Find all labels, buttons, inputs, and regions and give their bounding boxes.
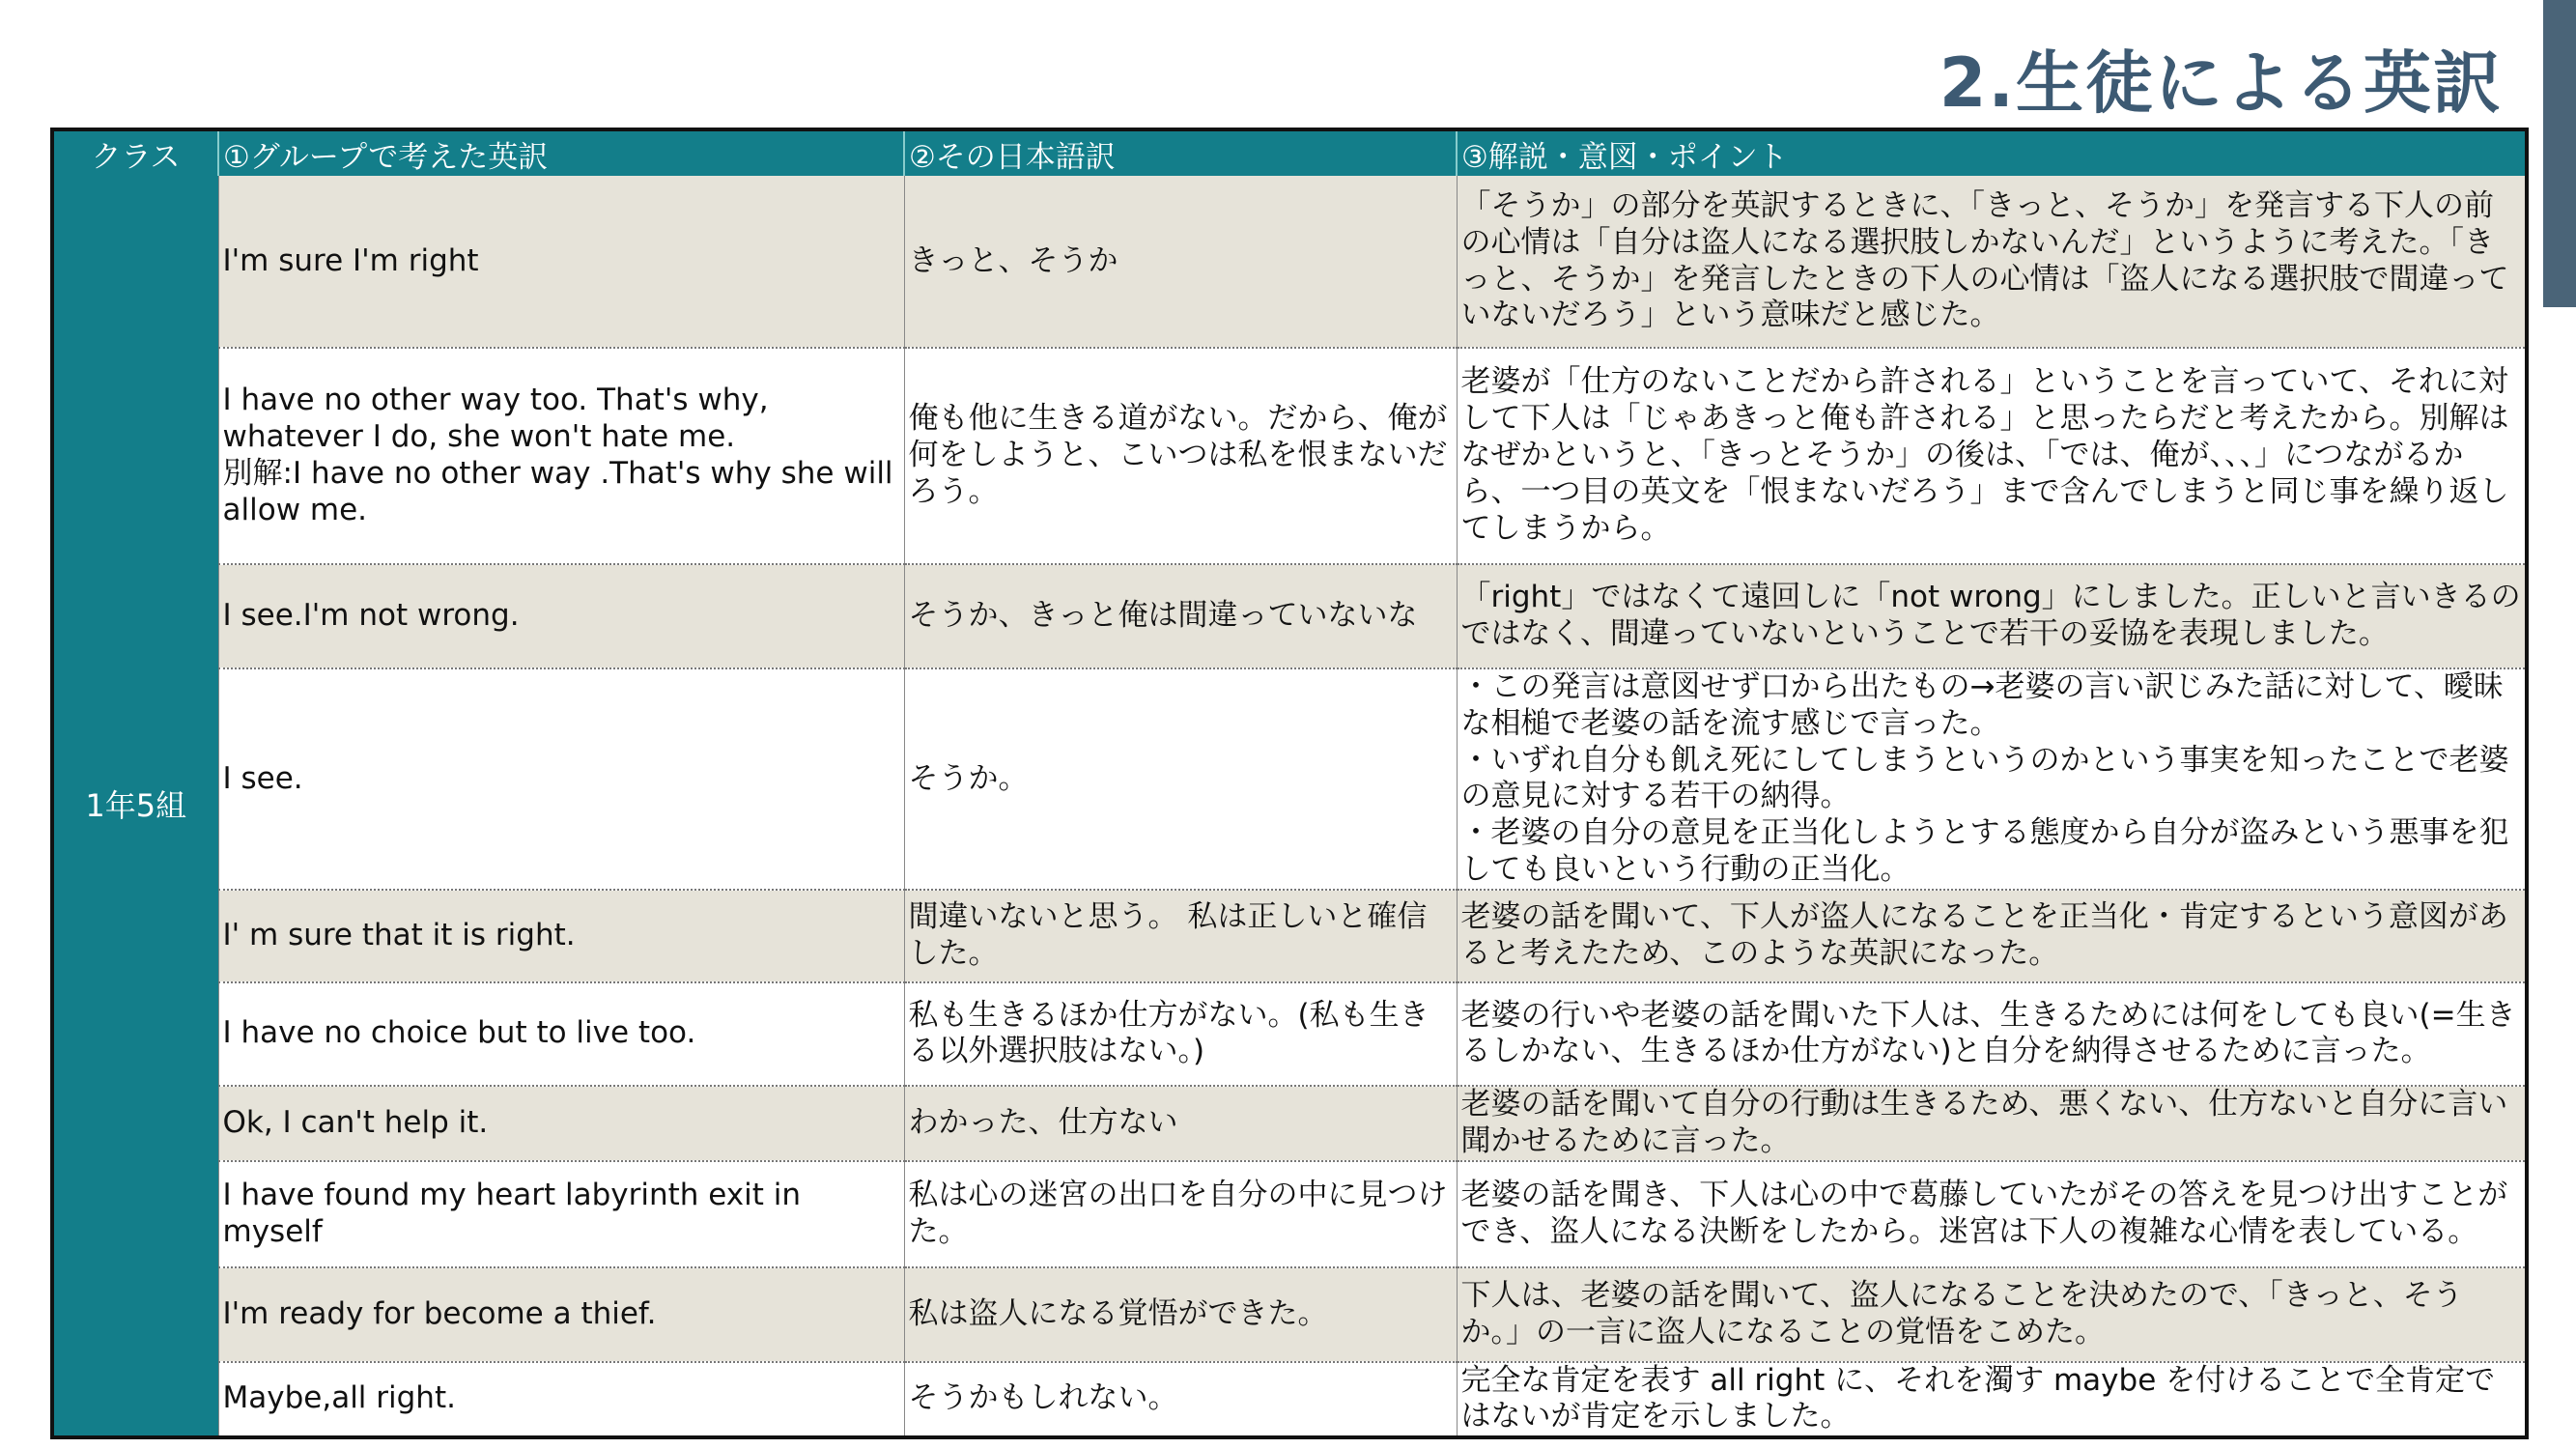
english-cell: Ok, I can't help it.: [218, 1086, 904, 1161]
table-row: [52, 348, 2527, 564]
explanation-cell: 老婆の行いや老婆の話を聞いた下人は、生きるためには何をしても良い(=生きるしかない、生きるほか仕方がない)と自分を納得させるために言った。: [1457, 982, 2527, 1086]
translation-table: [50, 128, 2529, 1439]
japanese-cell: そうかもしれない。: [904, 1362, 1457, 1438]
japanese-cell: わかった、仕方ない: [904, 1086, 1457, 1161]
table-row: [52, 1161, 2527, 1267]
english-cell: [218, 348, 904, 564]
english-cell: I have no choice but to live too.: [218, 982, 904, 1086]
explanation-bullet: ・いずれ自分も飢え死にしてしまうというのかという事実を知ったことで老婆の意見に対する若干の納得。: [1460, 742, 2509, 814]
explanation-cell: [1457, 668, 2527, 890]
english-cell: I'm sure I'm right: [218, 176, 904, 348]
english-cell: Maybe,all right.: [218, 1362, 904, 1438]
japanese-cell: そうか。: [904, 668, 1457, 890]
japanese-cell: 間違いないと思う。 私は正しいと確信した。: [904, 890, 1457, 982]
explanation-cell: 老婆の話を聞いて、下人が盗人になることを正当化・肯定するという意図があると考えたため、このような英訳になった。: [1457, 890, 2527, 982]
english-cell: I see.I'm not wrong.: [218, 564, 904, 668]
header-english: ①グループで考えた英訳: [218, 129, 904, 176]
explanation-bullet: ・老婆の自分の意見を正当化しようとする態度から自分が盗みという悪事を犯しても良いという行動の正当化。: [1460, 815, 2509, 888]
english-cell: I have found my heart labyrinth exit in myself: [218, 1161, 904, 1267]
japanese-cell: 俺も他に生きる道がない。だから、俺が何をしようと、こいつは私を恨まないだろう。: [904, 348, 1457, 564]
side-accent-bar: [2543, 0, 2576, 307]
table-row: [52, 176, 2527, 348]
explanation-cell: 下人は、老婆の話を聞いて、盗人になることを決めたので、「きっと、そうか。」の一言に盗人になることの覚悟をこめた。: [1457, 1267, 2527, 1362]
header-explanation: ③解説・意図・ポイント: [1457, 129, 2527, 176]
explanation-cell: 完全な肯定を表す all right に、それを濁す maybe を付けることで全肯定ではないが肯定を示しました。: [1457, 1362, 2527, 1438]
english-main: I have no other way too. That's why, whatever I do, she won't hate me.: [222, 383, 769, 455]
explanation-cell: 老婆の話を聞き、下人は心の中で葛藤していたがその答えを見つけ出すことができ、盗人になる決断をしたから。迷宮は下人の複雑な心情を表している。: [1457, 1161, 2527, 1267]
japanese-cell: 私は盗人になる覚悟ができた。: [904, 1267, 1457, 1362]
table-row: [52, 668, 2527, 890]
english-alternative: 別解:I have no other way .That's why she will allow me.: [222, 456, 893, 527]
page-title: 2.生徒による英訳: [1939, 43, 2503, 123]
explanation-bullet: ・この発言は意図せず口から出たもの→老婆の言い訳じみた話に対して、曖昧な相槌で老婆の話を流す感じで言った。: [1460, 669, 2504, 741]
english-cell: I' m sure that it is right.: [218, 890, 904, 982]
table-header-row: [52, 129, 2527, 176]
japanese-cell: 私も生きるほか仕方がない。(私も生きる以外選択肢はない。): [904, 982, 1457, 1086]
table-row: [52, 1086, 2527, 1161]
explanation-cell: 「そうか」の部分を英訳するときに、「きっと、そうか」を発言する下人の前の心情は「自分は盗人になる選択肢しかないんだ」というように考えた。「きっと、そうか」を発言したときの下人の心情は「盗人になる選択肢で間違っていないだろう」という意味だと感じた。: [1457, 176, 2527, 348]
japanese-cell: きっと、そうか: [904, 176, 1457, 348]
class-cell: 1年5組: [52, 176, 218, 1437]
english-cell: I'm ready for become a thief.: [218, 1267, 904, 1362]
explanation-cell: 「right」ではなくて遠回しに「not wrong」にしました。正しいと言いきるのではなく、間違っていないということで若干の妥協を表現しました。: [1457, 564, 2527, 668]
japanese-cell: そうか、きっと俺は間違っていないな: [904, 564, 1457, 668]
explanation-cell: 老婆が「仕方のないことだから許される」ということを言っていて、それに対して下人は「じゃあきっと俺も許される」と思ったらだと考えたから。別解はなぜかというと、「きっとそうか」の後は、「では、俺が、、、」につながるから、一つ目の英文を「恨まないだろう」まで含んでしまうと同じ事を繰り返してしまうから。: [1457, 348, 2527, 564]
english-cell: I see.: [218, 668, 904, 890]
table-row: [52, 1362, 2527, 1438]
table-row: [52, 564, 2527, 668]
header-japanese: ②その日本語訳: [904, 129, 1457, 176]
japanese-cell: 私は心の迷宮の出口を自分の中に見つけた。: [904, 1161, 1457, 1267]
table-row: [52, 890, 2527, 982]
table-row: [52, 982, 2527, 1086]
table-row: [52, 1267, 2527, 1362]
header-class: クラス: [52, 129, 218, 176]
explanation-cell: 老婆の話を聞いて自分の行動は生きるため、悪くない、仕方ないと自分に言い聞かせるために言った。: [1457, 1086, 2527, 1161]
